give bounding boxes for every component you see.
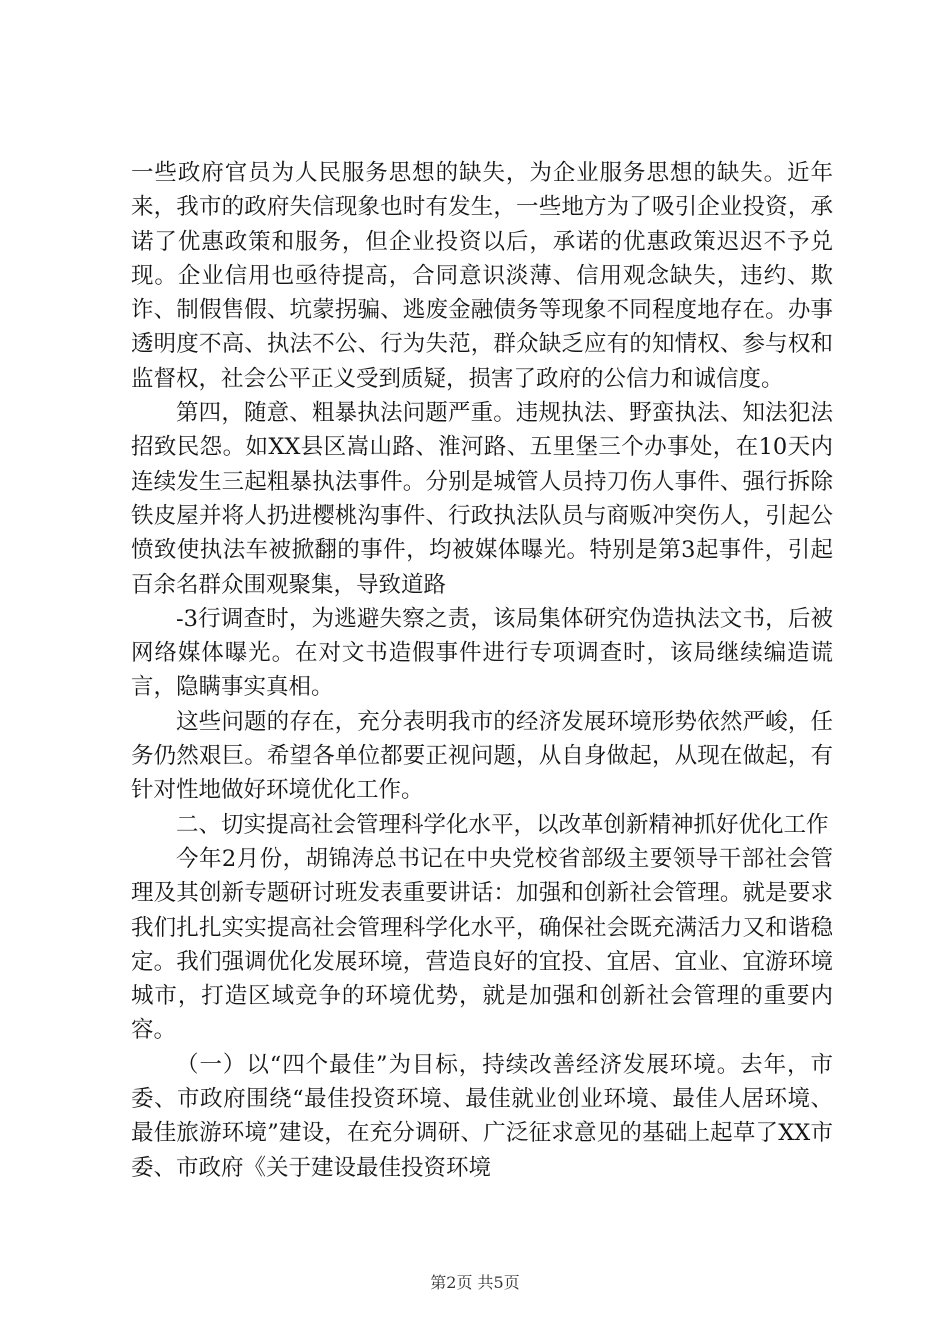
paragraph-forged-documents: -3行调查时，为逃避失察之责，该局集体研究伪造执法文书，后被网络媒体曝光。在对文书造假事件进行专项调查时，该局继续编造谎言，隐瞒事实真相。 bbox=[131, 605, 833, 701]
section-heading-two: 二、切实提高社会管理科学化水平，以改革创新精神抓好优化工作 bbox=[176, 811, 829, 838]
paragraph-four-best: （一）以“四个最佳”为目标，持续改善经济发展环境。去年，市委、市政府围绕“最佳投资环境、最佳就业创业环境、最佳人居环境、最佳旅游环境”建设，在充分调研、广泛征求意见的基础上起草了XX市委、市政府《关于建设最佳投资环境 bbox=[131, 1051, 833, 1181]
paragraph-problems-summary: 这些问题的存在，充分表明我市的经济发展环境形势依然严峻，任务仍然艰巨。希望各单位都要正视问题，从自身做起，从现在做起，有针对性地做好环境优化工作。 bbox=[131, 708, 833, 804]
page-number-footer: 第2页 共5页 bbox=[430, 1273, 520, 1292]
paragraph-social-management: 今年2月份，胡锦涛总书记在中央党校省部级主要领导干部社会管理及其创新专题研讨班发表重要讲话：加强和创新社会管理。就是要求我们扎扎实实提高社会管理科学化水平，确保社会既充满活力又和谐稳定。我们强调优化发展环境，营造良好的宜投、宜居、宜业、宜游环境城市，打造区域竞争的环境优势，就是加强和创新社会管理的重要内容。 bbox=[131, 845, 833, 1044]
document-body bbox=[131, 156, 833, 1185]
paragraph-rough-enforcement: 第四，随意、粗暴执法问题严重。违规执法、野蛮执法、知法犯法招致民怨。如XX县区嵩山路、淮河路、五里堡三个办事处，在10天内连续发生三起粗暴执法事件。分别是城管人员持刀伤人事件、强行拆除铁皮屋并将人扔进樱桃沟事件、行政执法队员与商贩冲突伤人，引起公愤致使执法车被掀翻的事件，均被媒体曝光。特别是第3起事件，引起百余名群众围观聚集，导致道路 bbox=[131, 400, 833, 598]
paragraph-government-credibility: 一些政府官员为人民服务思想的缺失，为企业服务思想的缺失。近年来，我市的政府失信现象也时有发生，一些地方为了吸引企业投资，承诺了优惠政策和服务，但企业投资以后，承诺的优惠政策迟迟不予兑现。企业信用也亟待提高，合同意识淡薄、信用观念缺失，违约、欺诈、制假售假、坑蒙拐骗、逃废金融债务等现象不同程度地存在。办事透明度不高、执法不公、行为失范，群众缺乏应有的知情权、参与权和监督权，社会公平正义受到质疑，损害了政府的公信力和诚信度。 bbox=[131, 160, 833, 392]
